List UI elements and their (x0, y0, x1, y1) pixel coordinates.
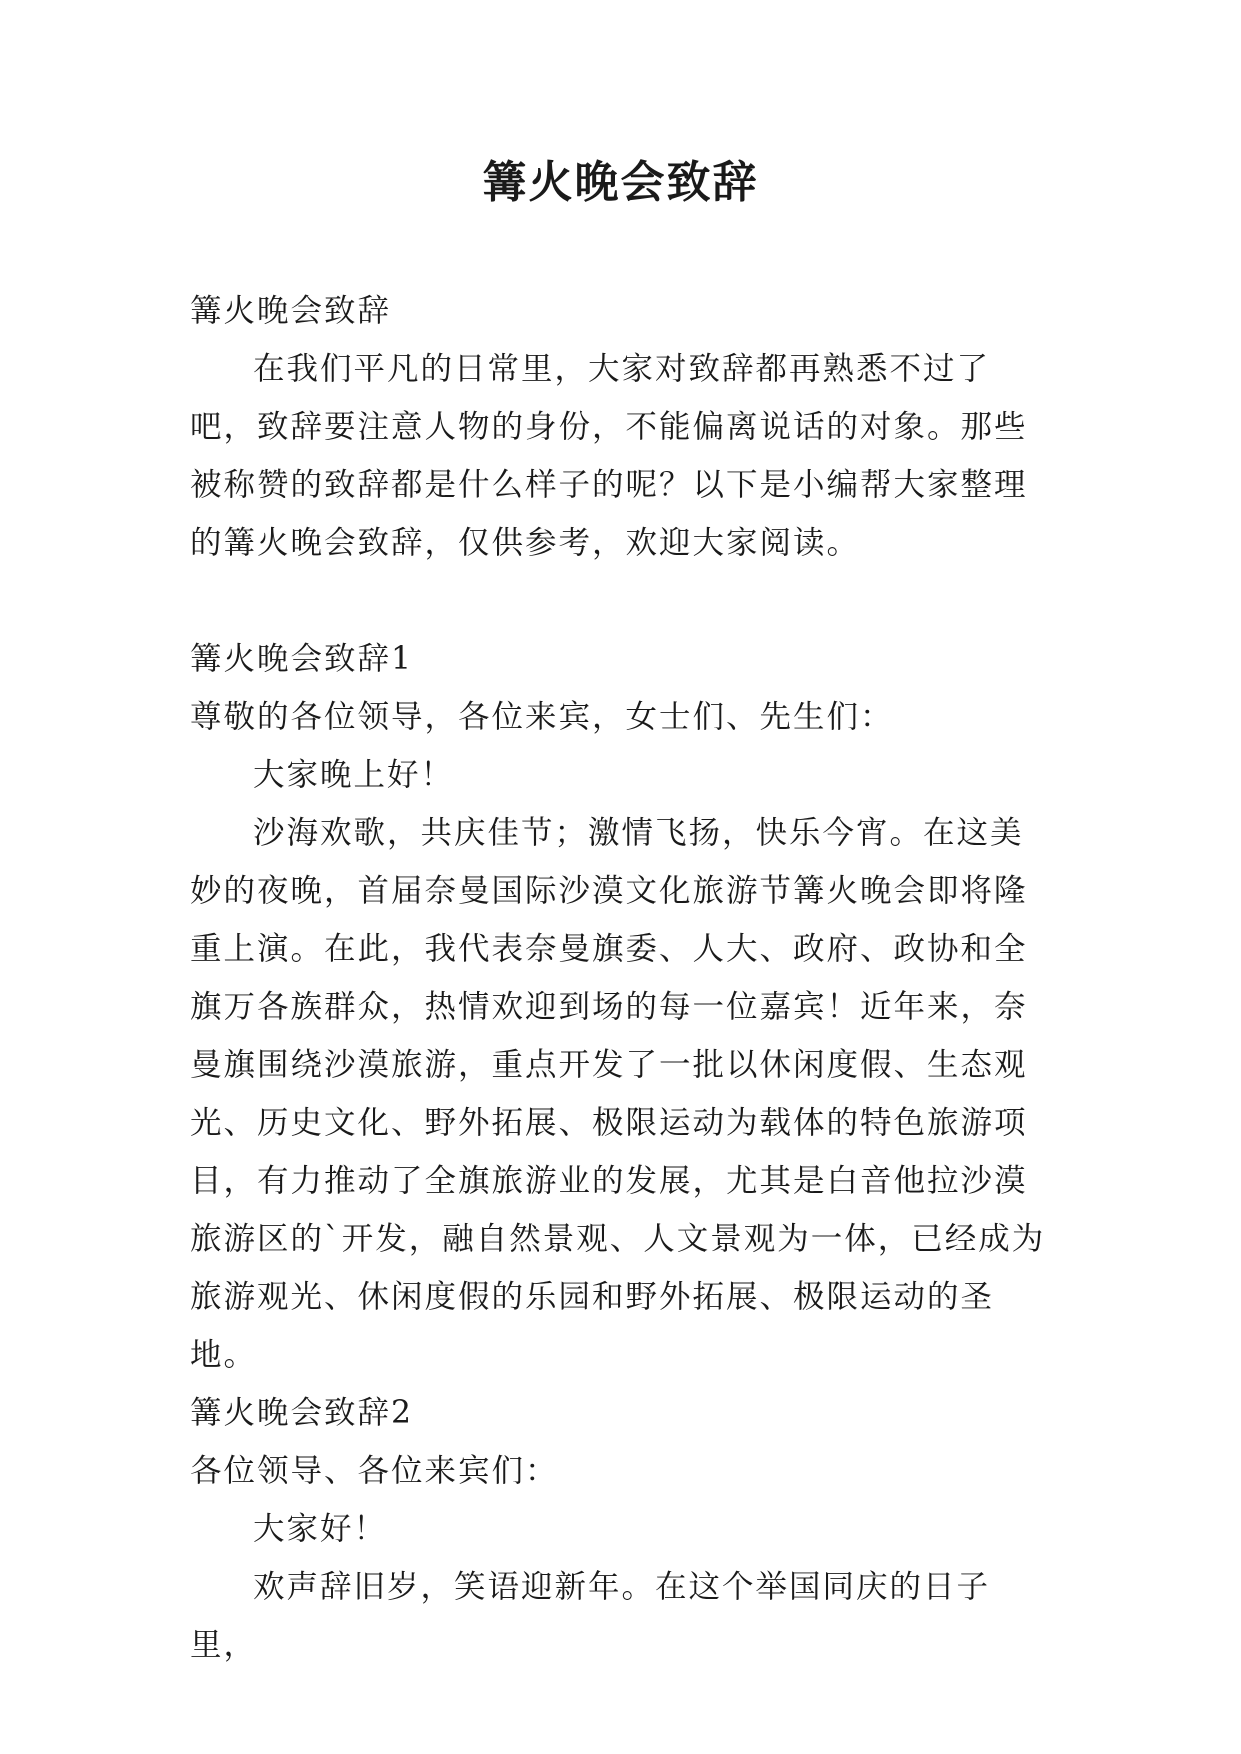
section-1-greeting: 大家晚上好！ (253, 757, 455, 793)
intro-heading: 篝火晚会致辞 (190, 293, 392, 329)
section-2-greeting: 大家好！ (253, 1511, 388, 1547)
section-1-heading: 篝火晚会致辞1 (190, 641, 414, 677)
document-body (190, 282, 1050, 1674)
intro-paragraph: 在我们平凡的日常里，大家对致辞都再熟悉不过了吧，致辞要注意人物的身份，不能偏离说话的对象。那些被称赞的致辞都是什么样子的呢？以下是小编帮大家整理的篝火晚会致辞，仅供参考，欢迎大家阅读。 (190, 351, 1028, 561)
document-title: 篝火晚会致辞 (482, 157, 759, 208)
section-2-body: 欢声辞旧岁，笑语迎新年。在这个举国同庆的日子里， (190, 1569, 991, 1663)
section-2-salutation: 各位领导、各位来宾们： (190, 1453, 559, 1489)
section-1-body: 沙海欢歌，共庆佳节；激情飞扬，快乐今宵。在这美妙的夜晚，首届奈曼国际沙漠文化旅游节篝火晚会即将隆重上演。在此，我代表奈曼旗委、人大、政府、政协和全旗万各族群众，热情欢迎到场的每一位嘉宾！近年来，奈曼旗围绕沙漠旅游，重点开发了一批以休闲度假、生态观光、历史文化、野外拓展、极限运动为载体的特色旅游项目，有力推动了全旗旅游业的发展，尤其是白音他拉沙漠旅游区的`开发，融自然景观、人文景观为一体，已经成为旅游观光、休闲度假的乐园和野外拓展、极限运动的圣地。 (190, 815, 1046, 1373)
section-1-salutation: 尊敬的各位领导，各位来宾，女士们、先生们： (190, 699, 894, 735)
section-spacer (190, 572, 1050, 630)
section-2-heading: 篝火晚会致辞2 (190, 1395, 414, 1431)
